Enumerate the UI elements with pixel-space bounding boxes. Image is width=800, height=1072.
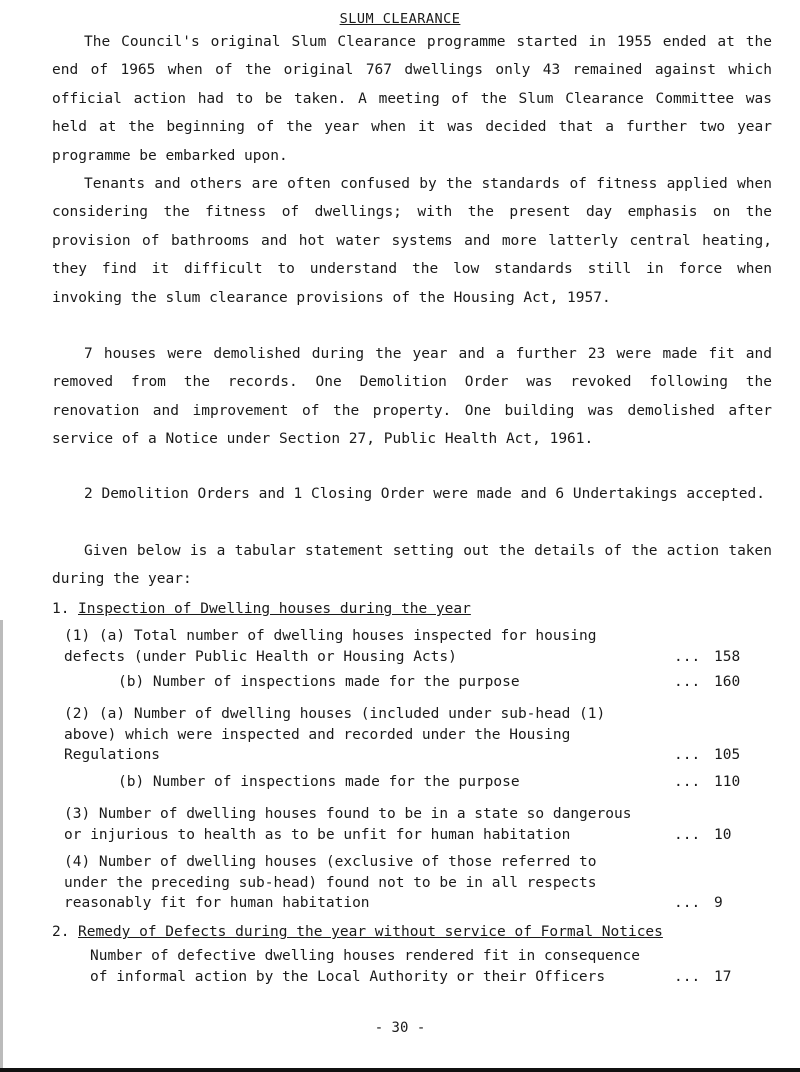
row-value-cell bbox=[674, 772, 754, 793]
row-label: (b) Number of inspections made for the purpose bbox=[118, 774, 520, 790]
paragraph-4-text: 2 Demolition Orders and 1 Closing Order were made and 6 Undertakings accepted. bbox=[84, 486, 765, 502]
paragraph-3-text: 7 houses were demolished during the year and a further 23 were made fit and removed from the records. One Demolition Order was revoked following the renovation and improvement of the property. One building was demolished after service of a Notice under Section 27, Public Health Act, 1961. bbox=[52, 346, 772, 448]
paragraph-5 bbox=[52, 537, 772, 594]
table-row bbox=[64, 626, 784, 667]
row-value: 158 bbox=[714, 648, 741, 665]
section-1-title: Inspection of Dwelling houses during the year bbox=[78, 601, 471, 617]
row-value-cell bbox=[674, 967, 754, 988]
row-label: (b) Number of inspections made for the purpose bbox=[118, 674, 520, 690]
leader-dots: ... bbox=[674, 895, 701, 911]
paragraph-2-text: Tenants and others are often confused by the standards of fitness applied when considering the fitness of dwellings; with the present day emphasis on the provision of bathrooms and hot water systems and more latterly central heating, they find it difficult to understand the low standards still in force when invoking the slum clearance provisions of the Housing Act, 1957. bbox=[52, 176, 772, 306]
row-label: (4) Number of dwelling houses (exclusive of those referred to under the preceding sub-head) found not to be in all respects reasonably fit for human habitation bbox=[64, 854, 597, 911]
table-row bbox=[64, 804, 784, 845]
leader-dots: ... bbox=[674, 648, 701, 665]
row-label: Number of defective dwelling houses rendered fit in consequence of informal action by the Local Authority or their Officers bbox=[90, 948, 640, 985]
row-value: 105 bbox=[714, 747, 741, 763]
paragraph-2 bbox=[52, 170, 772, 312]
row-value-cell bbox=[674, 825, 754, 846]
row-value: 160 bbox=[714, 674, 741, 690]
paragraph-5-text: Given below is a tabular statement setting out the details of the action taken during the year: bbox=[52, 543, 772, 588]
section-2-heading bbox=[52, 921, 663, 943]
page-title: SLUM CLEARANCE bbox=[339, 11, 461, 27]
row-value-cell bbox=[674, 672, 754, 693]
paragraph-1 bbox=[52, 28, 772, 170]
scan-edge-bottom bbox=[0, 1068, 800, 1072]
table-row bbox=[64, 772, 784, 793]
leader-dots: ... bbox=[674, 968, 701, 985]
paragraph-1-text: The Council's original Slum Clearance programme started in 1955 ended at the end of 1965 when of the original 767 dwellings only 43 remained against which official action had to be taken. A meeting of the Slum Clearance Committee was held at the beginning of the year when it was decided that a further two year programme be embarked upon. bbox=[52, 34, 772, 164]
leader-dots: ... bbox=[674, 747, 701, 763]
paragraph-3 bbox=[52, 340, 772, 454]
row-value-cell bbox=[674, 893, 754, 914]
row-value: 10 bbox=[714, 826, 732, 843]
leader-dots: ... bbox=[674, 774, 701, 790]
row-label: (3) Number of dwelling houses found to be in a state so dangerous or injurious to health as to be unfit for human habitation bbox=[64, 806, 632, 843]
scan-edge-left bbox=[0, 620, 3, 1072]
row-value-cell bbox=[674, 647, 754, 668]
section-1-heading bbox=[52, 598, 471, 620]
table-row bbox=[64, 852, 784, 914]
row-value-cell bbox=[674, 745, 754, 766]
row-label: (2) (a) Number of dwelling houses (included under sub-head (1) above) which were inspected and recorded under the Housing Regulations bbox=[64, 706, 606, 763]
table-row bbox=[64, 672, 784, 693]
leader-dots: ... bbox=[674, 674, 701, 690]
page-number: - 30 - bbox=[374, 1020, 426, 1036]
section-2-number: 2. bbox=[52, 924, 70, 940]
section-1-number: 1. bbox=[52, 601, 70, 617]
paragraph-4 bbox=[52, 480, 772, 508]
leader-dots: ... bbox=[674, 826, 701, 843]
row-value: 9 bbox=[714, 895, 723, 911]
table-row bbox=[90, 946, 800, 987]
row-label: (1) (a) Total number of dwelling houses inspected for housing defects (under Public Health or Housing Acts) bbox=[64, 628, 597, 665]
section-2-title: Remedy of Defects during the year without service of Formal Notices bbox=[78, 924, 663, 940]
row-value: 17 bbox=[714, 968, 732, 985]
row-value: 110 bbox=[714, 774, 741, 790]
table-row bbox=[64, 704, 784, 766]
